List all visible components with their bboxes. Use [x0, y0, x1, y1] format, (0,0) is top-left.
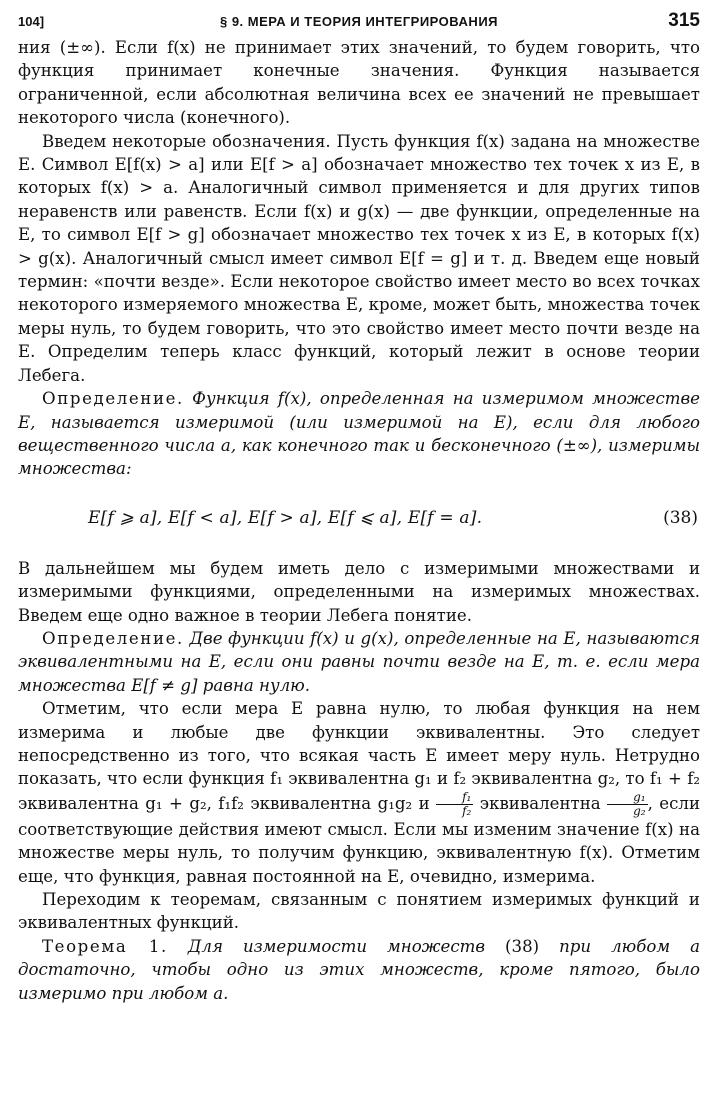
running-header: [18, 10, 700, 36]
definition-2-label: Определение.: [42, 628, 184, 648]
fraction-f-numerator: f₁: [436, 791, 473, 805]
equation-38: [18, 487, 700, 549]
paragraph-4-part-b: эквивалентна: [479, 793, 601, 813]
definition-1: [18, 387, 700, 481]
theorem-1-label: Теорема 1.: [42, 936, 168, 956]
paragraph-4-part-c: , если соответствующие действия имеют смысл. Если мы изменим значение f(x) на множестве меры нуль, то получим функцию, эквивалентную f(x). Отметим еще, что функция, равная постоянной на E, очевидно, измерима.: [18, 793, 701, 886]
paragraph-2: Введем некоторые обозначения. Пусть функция f(x) задана на множестве E. Символ E[f(x) > a] или E[f > a] обозначает множество тех точек x из E, в которых f(x) > a. Аналогичный символ применяется и для других типов неравенств или равенств. Если f(x) и g(x) — две функции, определенные на E, то символ E[f > g] обозначает множество тех точек x из E, в которых f(x) > g(x). Аналогичный смысл имеет символ E[f = g] и т. д. Введем еще новый термин: «почти везде». Если некоторое свойство имеет место во всех точках некоторого измеряемого множества E, кроме, может быть, множества точек меры нуль, то будем говорить, что это свойство имеет место почти везде на E. Определим теперь класс функций, который лежит в основе теории Лебега.: [18, 131, 700, 385]
paragraph-3: В дальнейшем мы будем иметь дело с измеримыми множествами и измеримыми функциями, определенными на измеримых множествах. Введем еще одно важное в теории Лебега понятие.: [18, 558, 700, 625]
paragraph-4: [18, 697, 700, 888]
definition-1-text: Функция f(x), определенная на измеримом множестве E, называется измеримой (или измеримой на E), если для любого вещественного числа a, как конечного так и бесконечного (±∞), измеримы множества:: [18, 389, 700, 479]
page-number: 315: [668, 10, 700, 31]
fraction-f-denominator: f₂: [462, 803, 472, 818]
section-title: § 9. МЕРА И ТЕОРИЯ ИНТЕГРИРОВАНИЯ: [219, 14, 499, 29]
book-page: [18, 10, 700, 1005]
equation-sets: E[f ⩾ a], E[f < a], E[f > a], E[f ⩽ a], E[f = a].: [88, 507, 483, 528]
equation-number: (38): [663, 507, 698, 528]
theorem-1-ref: (38): [505, 936, 540, 956]
theorem-1-text-a: Для измеримости множеств: [187, 936, 486, 956]
paragraph-5: Переходим к теоремам, связанным с понятием измеримых функций и эквивалентных функций.: [18, 890, 700, 933]
fraction-g1-g2: [607, 791, 648, 818]
theorem-1-text-b: при любом a достаточно, чтобы одно из этих множеств, кроме пятого, было измеримо при любом a.: [18, 936, 701, 1003]
paragraph-4-part-a: Отметим, что если мера E равна нулю, то любая функция на нем измерима и любые две функции эквивалентны. Это следует непосредственно из того, что всякая часть E имеет меру нуль. Нетрудно показать, что если функция f₁ эквивалентна g₁ и f₂ эквивалентна g₂, то f₁ + f₂ эквивалентна g₁ + g₂, f₁f₂ эквивалентна g₁g₂ и: [18, 699, 700, 813]
header-left-mark: 104]: [18, 14, 45, 29]
definition-2-text: Две функции f(x) и g(x), определенные на E, называются эквивалентными на E, если они равны почти везде на E, т. е. если мера множества E[f ≠ g] равна нулю.: [18, 628, 700, 695]
definition-2: [18, 627, 700, 697]
fraction-f1-f2: [436, 791, 473, 818]
definition-1-label: Определение.: [42, 389, 184, 409]
fraction-g-numerator: g₁: [607, 791, 648, 805]
fraction-g-denominator: g₂: [633, 803, 646, 818]
theorem-1: [18, 935, 700, 1005]
paragraph-1: ния (±∞). Если f(x) не принимает этих значений, то будем говорить, что функция принимает конечные значения. Функция называется ограниченной, если абсолютная величина всех ее значений не превышает некоторого числа (конечного).: [18, 38, 700, 128]
